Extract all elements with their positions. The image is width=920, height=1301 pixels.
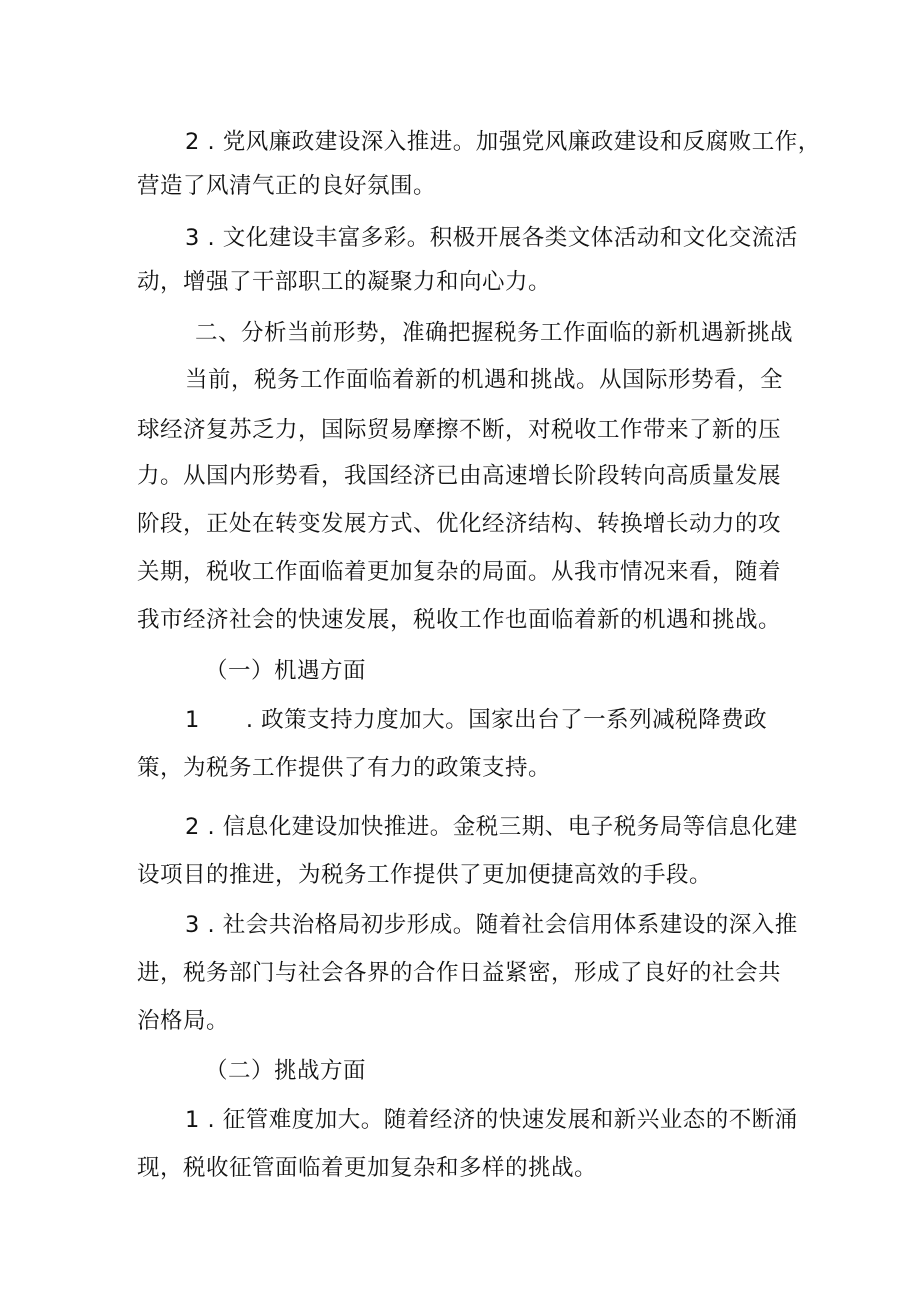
paragraph-line: 动，增强了干部职工的凝聚力和向心力。: [137, 269, 552, 295]
paragraph-line: 营造了风清气正的良好氛围。: [137, 173, 437, 199]
paragraph-line: 策，为税务工作提供了有力的政策支持。: [137, 755, 552, 781]
paragraph-line: 治格局。: [137, 1008, 230, 1034]
paragraph-line: 进，税务部门与社会各界的合作日益紧密，形成了良好的社会共: [137, 960, 782, 986]
paragraph-line: 1 . 征管难度加大。随着经济的快速发展和新兴业态的不断涌: [185, 1107, 798, 1133]
paragraph-line: 设项目的推进，为税务工作提供了更加便捷高效的手段。: [137, 862, 713, 888]
section-heading: 二、分析当前形势，准确把握税务工作面临的新机遇新挑战: [195, 320, 794, 346]
paragraph-line: 阶段，正处在转变发展方式、优化经济结构、转换增长动力的攻: [137, 511, 782, 537]
paragraph-line: 3 . 文化建设丰富多彩。积极开展各类文体活动和文化交流活: [185, 225, 798, 251]
paragraph-line: 当前，税务工作面临着新的机遇和挑战。从国际形势看，全: [185, 367, 784, 393]
paragraph-line: 1 . 政策支持力度加大。国家出台了一系列减税降费政: [185, 707, 768, 733]
paragraph-line: 3 . 社会共治格局初步形成。随着社会信用体系建设的深入推: [185, 912, 798, 938]
paragraph-line: 关期，税收工作面临着更加复杂的局面。从我市情况来看，随着: [137, 559, 782, 585]
subsection-heading: （一）机遇方面: [205, 658, 367, 684]
paragraph-line: 现，税收征管面临着更加复杂和多样的挑战。: [137, 1155, 598, 1181]
paragraph-line: 球经济复苏乏力，国际贸易摩擦不断，对税收工作带来了新的压: [137, 417, 782, 443]
paragraph-line: 2 . 党风廉政建设深入推进。加强党风廉政建设和反腐败工作，: [185, 129, 821, 155]
paragraph-line: 力。从国内形势看，我国经济已由高速增长阶段转向高质量发展: [137, 463, 782, 489]
paragraph-line: 2 . 信息化建设加快推进。金税三期、电子税务局等信息化建: [185, 814, 798, 840]
paragraph-line: 我市经济社会的快速发展，税收工作也面临着新的机遇和挑战。: [137, 607, 782, 633]
subsection-heading: （二）挑战方面: [205, 1058, 367, 1084]
